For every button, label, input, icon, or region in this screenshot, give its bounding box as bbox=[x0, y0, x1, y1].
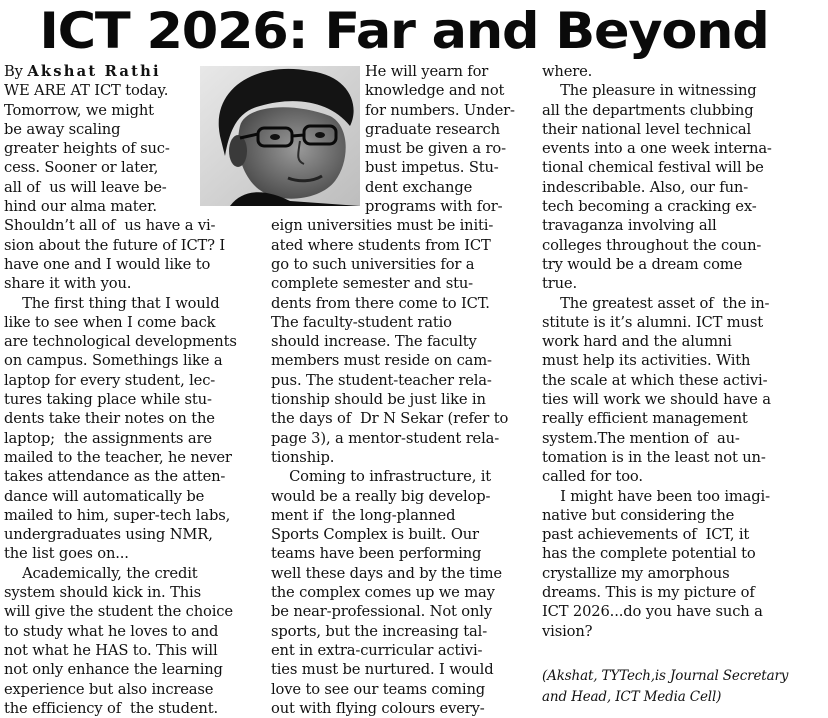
text-line: dreams. This is my picture of bbox=[542, 584, 755, 602]
text-line: all of us will leave be- bbox=[4, 178, 167, 196]
text-line: The first thing that I would bbox=[4, 294, 220, 312]
text-line: go to such universities for a bbox=[271, 255, 475, 273]
text-line: native but considering the bbox=[542, 506, 735, 524]
text-line: system.The mention of au- bbox=[542, 429, 740, 447]
text-line: The greatest asset of the in- bbox=[542, 294, 770, 312]
text-line: Sports Complex is built. Our bbox=[271, 526, 479, 544]
author-credit bbox=[542, 666, 808, 708]
text-line: the list goes on... bbox=[4, 545, 129, 563]
text-line: really efficient management bbox=[542, 410, 748, 428]
text-line: would be a really big develop- bbox=[271, 487, 491, 505]
text-line: programs with for- bbox=[365, 198, 503, 216]
text-line: to study what he loves to and bbox=[4, 622, 219, 640]
article-column-3 bbox=[542, 62, 808, 706]
text-line: members must reside on cam- bbox=[271, 352, 492, 370]
text-line: Tomorrow, we might bbox=[4, 101, 154, 119]
text-line: experience but also increase bbox=[4, 680, 214, 698]
text-line: mailed to him, super-tech labs, bbox=[4, 506, 231, 524]
text-line: be away scaling bbox=[4, 120, 121, 138]
text-line: like to see when I come back bbox=[4, 313, 216, 331]
text-line: tional chemical festival will be bbox=[542, 159, 764, 177]
credit-line: and Head, ICT Media Cell) bbox=[542, 688, 722, 705]
text-line: laptop; the assignments are bbox=[4, 429, 212, 447]
author-portrait-icon bbox=[200, 66, 360, 206]
text-line: have one and I would like to bbox=[4, 255, 211, 273]
headline: ICT 2026: Far and Beyond bbox=[39, 2, 769, 60]
text-line: tomation is in the least not un- bbox=[542, 448, 766, 466]
text-line: ent in extra-curricular activi- bbox=[271, 641, 483, 659]
text-line: sports, but the increasing tal- bbox=[271, 622, 488, 640]
text-line: pus. The student-teacher rela- bbox=[271, 371, 492, 389]
text-line: mailed to the teacher, he never bbox=[4, 448, 232, 466]
text-line: true. bbox=[542, 275, 577, 293]
text-line: sion about the future of ICT? I bbox=[4, 236, 226, 254]
text-line: page 3), a mentor-student rela- bbox=[271, 429, 500, 447]
text-line: their national level technical bbox=[542, 120, 752, 138]
text-line: teams have been performing bbox=[271, 545, 482, 563]
text-line: dents from there come to ICT. bbox=[271, 294, 490, 312]
text-line: The faculty-student ratio bbox=[271, 313, 452, 331]
text-line: vision? bbox=[542, 622, 593, 640]
credit-line: (Akshat, TYTech,is Journal Secretary bbox=[542, 667, 789, 684]
text-line: tures taking place while stu- bbox=[4, 391, 212, 409]
byline-author: Akshat Rathi bbox=[27, 63, 161, 80]
credit-spacer bbox=[542, 641, 808, 666]
text-line: the days of Dr N Sekar (refer to bbox=[271, 410, 509, 428]
text-line: for numbers. Under- bbox=[365, 101, 515, 119]
author-photo bbox=[200, 66, 360, 206]
text-line: out with flying colours every- bbox=[271, 699, 485, 717]
text-line: the scale at which these activi- bbox=[542, 371, 768, 389]
text-line: knowledge and not bbox=[365, 82, 505, 100]
text-line: are technological developments bbox=[4, 333, 237, 351]
text-line: indescribable. Also, our fun- bbox=[542, 178, 749, 196]
text-line: crystallize my amorphous bbox=[542, 564, 730, 582]
text-line: tionship. bbox=[271, 448, 335, 466]
text-line: where. bbox=[542, 63, 593, 80]
text-line: Coming to infrastructure, it bbox=[271, 468, 492, 486]
text-line: not only enhance the learning bbox=[4, 661, 223, 679]
text-line: must be given a ro- bbox=[365, 140, 506, 158]
text-line: dance will automatically be bbox=[4, 487, 205, 505]
text-line: tionship should be just like in bbox=[271, 391, 486, 409]
text-line: work hard and the alumni bbox=[542, 333, 732, 351]
text-line: Shouldn’t all of us have a vi- bbox=[4, 217, 216, 235]
text-line: ICT 2026...do you have such a bbox=[542, 603, 763, 621]
text-line: bust impetus. Stu- bbox=[365, 159, 499, 177]
text-line: ties must be nurtured. I would bbox=[271, 661, 494, 679]
text-line: events into a one week interna- bbox=[542, 140, 772, 158]
text-line: cess. Sooner or later, bbox=[4, 159, 159, 177]
text-line: must help its activities. With bbox=[542, 352, 751, 370]
text-line: stitute is it’s alumni. ICT must bbox=[542, 313, 764, 331]
text-line: takes attendance as the atten- bbox=[4, 468, 226, 486]
text-line: I might have been too imagi- bbox=[542, 487, 770, 505]
text-line: ties will work we should have a bbox=[542, 391, 771, 409]
text-line: WE ARE AT ICT today. bbox=[4, 82, 169, 100]
text-line: hind our alma mater. bbox=[4, 198, 157, 216]
text-line: graduate research bbox=[365, 120, 500, 138]
text-line: travaganza involving all bbox=[542, 217, 717, 235]
text-line: has the complete potential to bbox=[542, 545, 756, 563]
text-line: He will yearn for bbox=[365, 63, 489, 80]
text-line: will give the student the choice bbox=[4, 603, 233, 621]
text-line: complete semester and stu- bbox=[271, 275, 473, 293]
text-line: all the departments clubbing bbox=[542, 101, 754, 119]
text-line: Academically, the credit bbox=[4, 564, 198, 582]
text-line: love to see our teams coming bbox=[271, 680, 486, 698]
text-line: the efficiency of the student. bbox=[4, 699, 218, 717]
text-line: The pleasure in witnessing bbox=[542, 82, 757, 100]
text-line: laptop for every student, lec- bbox=[4, 371, 216, 389]
text-line: the complex comes up we may bbox=[271, 584, 495, 602]
text-line: dents take their notes on the bbox=[4, 410, 215, 428]
text-line: on campus. Somethings like a bbox=[4, 352, 223, 370]
text-line: undergraduates using NMR, bbox=[4, 526, 213, 544]
text-line: past achievements of ICT, it bbox=[542, 526, 750, 544]
text-line: should increase. The faculty bbox=[271, 333, 477, 351]
text-line: share it with you. bbox=[4, 275, 132, 293]
text-line: colleges throughout the coun- bbox=[542, 236, 762, 254]
text-line: be near-professional. Not only bbox=[271, 603, 492, 621]
text-line: called for too. bbox=[542, 468, 643, 486]
text-line: try would be a dream come bbox=[542, 255, 743, 273]
text-line: dent exchange bbox=[365, 178, 473, 196]
text-line: greater heights of suc- bbox=[4, 140, 170, 158]
text-line: eign universities must be initi- bbox=[271, 217, 494, 235]
text-line: system should kick in. This bbox=[4, 584, 201, 602]
text-line: well these days and by the time bbox=[271, 564, 502, 582]
text-line: ated where students from ICT bbox=[271, 236, 491, 254]
text-line: ment if the long-planned bbox=[271, 506, 456, 524]
text-line: not what he HAS to. This will bbox=[4, 641, 218, 659]
byline-prefix: By bbox=[4, 63, 23, 80]
text-line: tech becoming a cracking ex- bbox=[542, 198, 757, 216]
